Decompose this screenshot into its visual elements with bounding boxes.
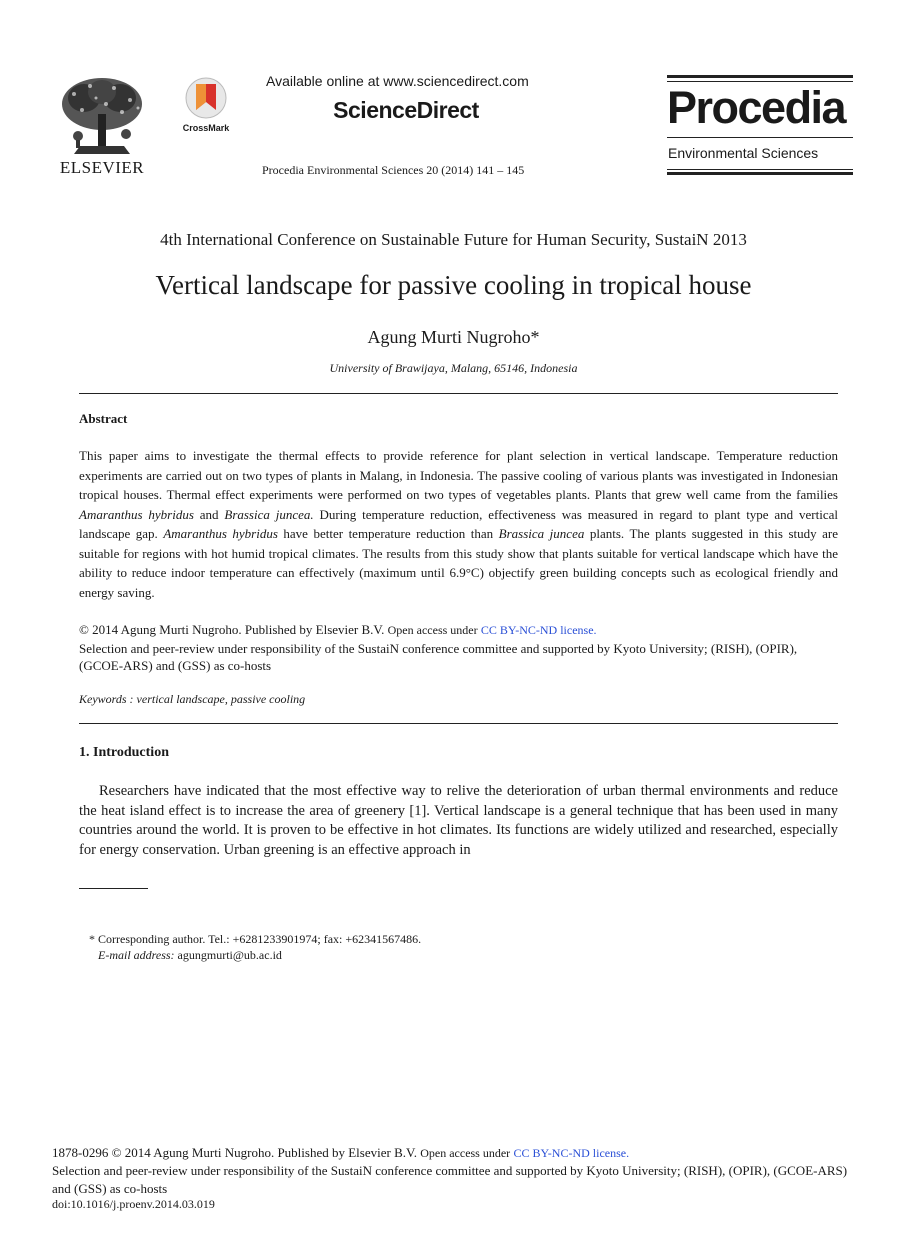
divider-top (79, 393, 838, 394)
procedia-rule-top (667, 75, 853, 78)
email-address[interactable]: agungmurti@ub.ac.id (177, 948, 282, 962)
available-online[interactable]: Available online at www.sciencedirect.com (266, 73, 529, 89)
intro-paragraph: Researchers have indicated that the most effective way to relive the deterioration of urban thermal environments and reduce the heat island effect is to increase the area of greenery [1]. Vertical landscape is a general technique that has been used in many countries around the world. It is proven to be effective in hot climates. Its functions are widely utilized and researched, especially for energy conservation. Urban greening is an effective approach in (79, 783, 838, 858)
sciencedirect-logo[interactable]: ScienceDirect (333, 97, 479, 123)
abstract-part: During temperature reduction, effectiveness was measured in regard to plant type and vertical landscape gap. (79, 506, 839, 541)
footnote-rule (79, 888, 148, 889)
abstract-text (79, 446, 838, 602)
abstract-part: This paper aims to investigate the thermal effects to provide reference for plant selection in vertical landscape. Temperature reduction experiments are carried out on two types of plants in Malang, in Indonesia. The passive cooling of various plants was investigated in Indonesian tropical houses. Thermal effect experiments were performed on two types of vegetables plants. Plants that grew well came from the families (79, 448, 838, 502)
open-access-text: Open access under (387, 623, 478, 637)
abstract-part: and (193, 506, 225, 522)
procedia-title: Procedia (667, 82, 846, 133)
species-name: Brassica juncea (498, 526, 585, 541)
procedia-logo (667, 75, 853, 175)
section-heading: 1. Introduction (79, 745, 169, 760)
email-label: E-mail address: (98, 948, 175, 962)
crossmark-icon (178, 76, 234, 120)
page-footer (52, 1144, 862, 1198)
selection-text: Selection and peer-review under responsibility of the SustaiN conference committee and supported by Kyoto University; (RISH), (OPIR), (GCOE-ARS) and (GSS) as co-hosts (79, 640, 798, 673)
license-link[interactable]: CC BY-NC-ND license. (480, 623, 597, 637)
conference-name: 4th International Conference on Sustainable Future for Human Security, SustaiN 2013 (160, 230, 747, 249)
journal-citation: Procedia Environmental Sciences 20 (2014) 141 – 145 (262, 163, 525, 177)
species-name: Amaranthus hybridus (163, 526, 278, 541)
footer-open-access: Open access under (420, 1146, 511, 1160)
copyright-text: © 2014 Agung Murti Nugroho. Published by Elsevier B.V. (79, 622, 385, 637)
abstract-part: plants. The plants suggested in this study are suitable for regions with hot humid tropical climates. The results from this study show that plants suitable for vertical landscape which have the ability to reduce indoor temperature can effectively (maximum until 6.9°C) objectify green building concepts such as ecological friendly and energy saving. (79, 526, 838, 600)
species-name: Brassica juncea. (224, 506, 314, 522)
abstract-part: have better temperature reduction than (277, 526, 499, 541)
abstract-heading: Abstract (79, 411, 128, 426)
author-name: Agung Murti Nugroho* (367, 327, 540, 347)
species-name: Amaranthus hybridus (79, 506, 194, 522)
footer-license-link[interactable]: CC BY-NC-ND license. (513, 1146, 630, 1160)
crossmark-label: CrossMark (182, 123, 230, 133)
issn-copyright: 1878-0296 © 2014 Agung Murti Nugroho. Published by Elsevier B.V. (52, 1145, 417, 1160)
procedia-subtitle: Environmental Sciences (668, 145, 819, 161)
procedia-rule-bottom-thin (667, 169, 853, 170)
affiliation: University of Brawijaya, Malang, 65146, Indonesia (329, 361, 578, 375)
corresponding-author: * Corresponding author. Tel.: +6281233901974; fax: +62341567486. (89, 932, 422, 946)
publisher-name: ELSEVIER (59, 158, 145, 177)
copyright-block (79, 621, 838, 675)
divider-bottom (79, 723, 838, 724)
keywords: Keywords : vertical landscape, passive cooling (79, 692, 306, 706)
footnote (89, 931, 421, 963)
doi[interactable]: doi:10.1016/j.proenv.2014.03.019 (52, 1197, 215, 1211)
procedia-rule-mid (667, 137, 853, 138)
procedia-rule-bottom (667, 172, 853, 175)
paper-title: Vertical landscape for passive cooling in tropical house (155, 270, 752, 300)
crossmark-badge[interactable] (178, 76, 234, 132)
footer-selection: Selection and peer-review under responsibility of the SustaiN conference committee and supported by Kyoto University; (RISH), (OPIR), (GCOE-ARS) and (GSS) as co-hosts (52, 1163, 848, 1196)
